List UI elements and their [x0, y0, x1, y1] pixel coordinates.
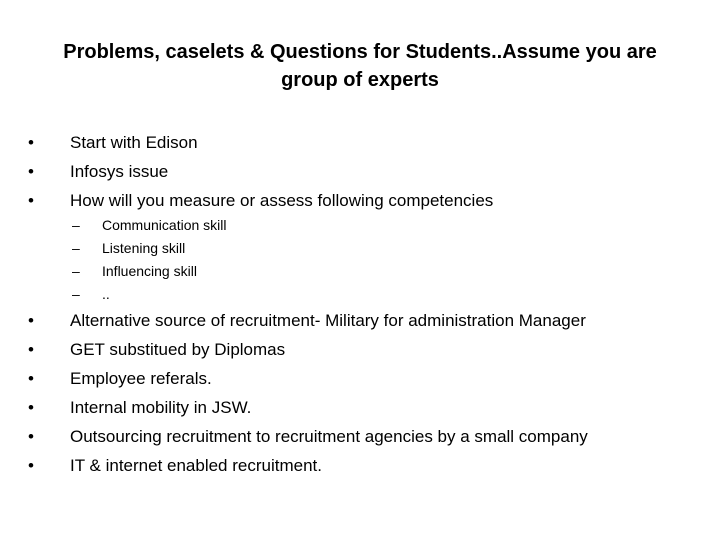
bullet-icon: • — [28, 456, 34, 475]
list-item — [28, 451, 708, 480]
dash-icon: – — [72, 263, 80, 279]
sublist-item — [72, 283, 472, 306]
sublist-item-text: .. — [102, 286, 110, 302]
main-bullet-list — [28, 128, 708, 215]
list-item-text: Alternative source of recruitment- Military for administration Manager — [70, 311, 586, 330]
sublist-item-text: Influencing skill — [102, 263, 197, 279]
sublist-item — [72, 237, 472, 260]
sublist-item — [72, 214, 472, 237]
slide-title: Problems, caselets & Questions for Students..Assume you are group of experts — [63, 41, 657, 91]
list-item-text: Infosys issue — [70, 162, 169, 181]
sublist-item — [72, 260, 472, 283]
bullet-icon: • — [28, 340, 34, 359]
dash-icon: – — [72, 217, 80, 233]
bullet-icon: • — [28, 162, 34, 181]
bullet-icon: • — [28, 398, 34, 417]
list-item-text: Start with Edison — [70, 133, 198, 152]
dash-icon: – — [72, 286, 80, 302]
sublist-item-text: Communication skill — [102, 217, 227, 233]
bullet-icon: • — [28, 311, 34, 330]
list-item — [28, 393, 708, 422]
list-item — [28, 335, 708, 364]
list-item — [28, 186, 708, 215]
list-item-text: GET substitued by Diplomas — [70, 340, 286, 359]
bullet-icon: • — [28, 369, 34, 388]
list-item — [28, 306, 708, 335]
list-item-text: Internal mobility in JSW. — [70, 398, 252, 417]
sublist-item-text: Listening skill — [102, 240, 186, 256]
list-item-text: Employee referals. — [70, 369, 212, 388]
bullet-icon: • — [28, 133, 34, 152]
list-item — [28, 128, 708, 157]
list-item — [28, 364, 708, 393]
list-item-text: How will you measure or assess following competencies — [70, 191, 494, 210]
bullet-icon: • — [28, 427, 34, 446]
list-item-text: IT & internet enabled recruitment. — [70, 456, 322, 475]
list-item — [28, 157, 708, 186]
recruitment-bullet-list — [28, 306, 708, 480]
list-item — [28, 422, 708, 451]
dash-icon: – — [72, 240, 80, 256]
bullet-icon: • — [28, 191, 34, 210]
list-item-text: Outsourcing recruitment to recruitment agencies by a small company — [70, 427, 588, 446]
competency-sublist — [72, 214, 472, 306]
